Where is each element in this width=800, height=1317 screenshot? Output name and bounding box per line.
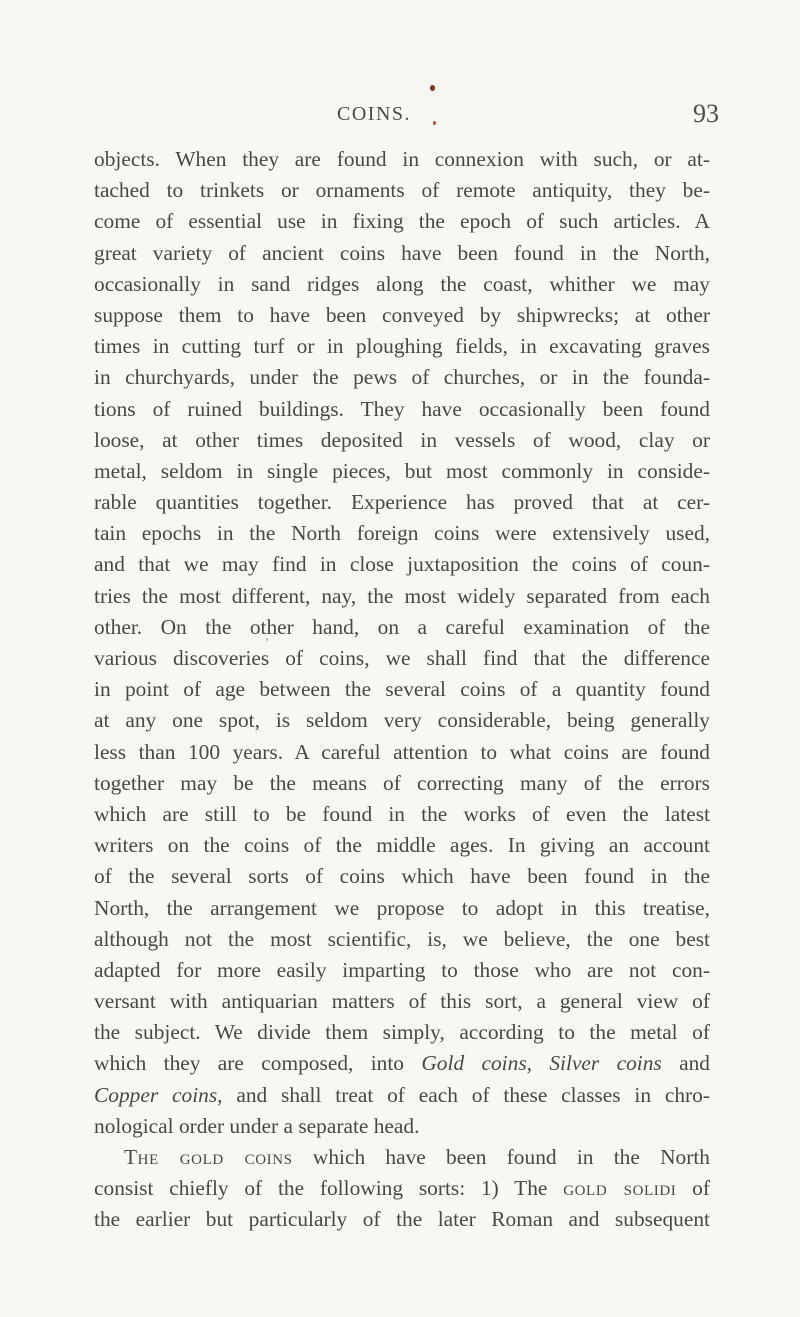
small-caps-term: The gold coins (124, 1145, 293, 1169)
text-line-gold-solidi (94, 1173, 710, 1204)
text-line: although not the most scientific, is, we believe, the one best (94, 926, 710, 951)
body-text (94, 144, 710, 1236)
text-run: which they are composed, into (94, 1051, 422, 1076)
text-line: loose, at other times deposited in vessels of wood, clay or (94, 427, 710, 452)
gold-solidi-term: gold solidi (563, 1176, 677, 1201)
text-run: , (526, 1051, 550, 1076)
text-line: and that we may find in close juxtaposition the coins of coun- (94, 552, 710, 577)
text-line: less than 100 years. A careful attention to what coins are found (94, 739, 710, 764)
text-line: tain epochs in the North foreign coins were extensively used, (94, 521, 710, 546)
ink-speck (430, 85, 435, 91)
text-line: in churchyards, under the pews of churches, or in the founda- (94, 365, 710, 390)
text-line: the earlier but particularly of the later Roman and subsequent (94, 1207, 710, 1232)
text-line: writers on the coins of the middle ages. In giving an account (94, 833, 710, 858)
text-run: and (661, 1051, 710, 1076)
text-line: suppose them to have been conveyed by shipwrecks; at other (94, 302, 710, 327)
text-line: times in cutting turf or in ploughing fields, in excavating graves (94, 334, 710, 359)
text-line: rable quantities together. Experience has proved that at cer- (94, 490, 710, 515)
text-line: North, the arrangement we propose to adopt in this treatise, (94, 895, 710, 920)
text-line: of the several sorts of coins which have been found in the (94, 864, 710, 889)
text-line: adapted for more easily imparting to those who are not con- (94, 957, 710, 982)
text-line: other. On the other hand, on a careful examination of the (94, 614, 710, 639)
text-line: various discoveries of coins, we shall find that the difference (94, 646, 710, 670)
text-line: come of essential use in fixing the epoch of such articles. A (94, 209, 710, 234)
text-line: objects. When they are found in connexion with such, or at- (94, 147, 710, 171)
text-run: of (676, 1176, 710, 1201)
text-line: together may be the means of correcting many of the errors (94, 770, 710, 795)
paragraph-end-line: nological order under a separate head. (94, 1113, 420, 1138)
text-line: in point of age between the several coins of a quantity found (94, 677, 710, 702)
text-line: tached to trinkets or ornaments of remote antiquity, they be- (94, 178, 710, 203)
text-run: which have been found in the North (292, 1145, 710, 1169)
text-line: at any one spot, is seldom very considerable, being generally (94, 708, 710, 733)
text-line: tions of ruined buildings. They have occasionally been found (94, 396, 710, 421)
text-line: versant with antiquarian matters of this sort, a general view of (94, 989, 710, 1014)
silver-coins-term: Silver coins (549, 1051, 662, 1076)
text-line-copper (94, 1080, 710, 1111)
text-line-metals (94, 1048, 710, 1079)
text-run: consist chiefly of the following sorts: 1) The (94, 1176, 564, 1201)
gold-coins-term: Gold coins (421, 1051, 527, 1076)
text-line: occasionally in sand ridges along the coast, whither we may (94, 271, 710, 296)
text-line: tries the most different, nay, the most widely separated from each (94, 583, 710, 608)
text-line: which are still to be found in the works of even the latest (94, 801, 710, 826)
text-line: metal, seldom in single pieces, but most commonly in conside- (94, 458, 710, 483)
running-title: COINS. (337, 103, 412, 125)
text-line: great variety of ancient coins have been found in the North, (94, 240, 710, 265)
copper-coins-term: Copper coins (94, 1082, 218, 1107)
running-head (0, 99, 800, 133)
text-run: , and shall treat of each of these classes in chro- (217, 1082, 710, 1107)
text-line-gold-coins-heading (94, 1142, 710, 1173)
page-number: 93 (693, 99, 719, 128)
text-line: the subject. We divide them simply, according to the metal of (94, 1020, 710, 1045)
